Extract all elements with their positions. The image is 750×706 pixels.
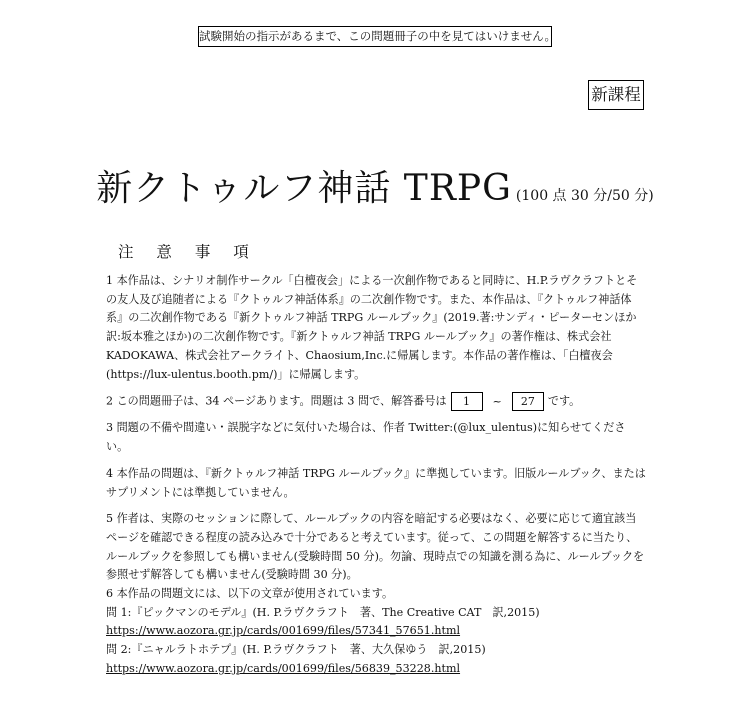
note-2 <box>106 392 646 411</box>
notes-heading: 注 意 事 項 <box>118 243 258 261</box>
title-main: 新クトゥルフ神話 TRPG <box>96 168 512 209</box>
answer-range-tilde: ~ <box>492 394 502 408</box>
note-3: 3 問題の不備や間違い・誤脱字などに気付いた場合は、作者 Twitter:(@lux_ulentus)に知らせてください。 <box>106 421 626 454</box>
note-2-suffix: です。 <box>547 394 581 408</box>
note-1: 1 本作品は、シナリオ制作サークル「白檀夜会」による一次創作物であると同時に、H.P.ラヴクラフトとその友人及び追随者による『クトゥルフ神話体系』の二次創作物です。また、本作品は、『クトゥルフ神話体系』の二次創作物である『新クトゥルフ神話 TRPG ルールブック』(2019.著:サンディ・ピーターセンほか 訳:坂本雅之ほか)の二次創作物です。『新クトゥルフ神話 TRPG ルールブック』の著作権は、株式会社 KADOKAWA、株式会社アークライト、Chaosium,Inc.に帰属します。本作品の著作権は、「白檀夜会(https://lux-ulentus.booth.pm/)」に帰属します。 <box>106 274 648 381</box>
answer-number-first-box: 1 <box>451 392 483 411</box>
page-title <box>0 160 750 211</box>
source-q2: 問 2:『ニャルラトホテプ』(H. P.ラヴクラフト 著、大久保ゆう 訳,2015) <box>106 643 486 657</box>
notes-body <box>106 272 646 679</box>
title-score-time: (100 点 30 分/50 分) <box>515 188 654 204</box>
new-curriculum-tag: 新課程 <box>588 80 644 110</box>
source-q1: 問 1:『ピックマンのモデル』(H. P.ラヴクラフト 著、The Creative CAT 訳,2015) <box>106 605 540 619</box>
source-q1-link[interactable]: https://www.aozora.gr.jp/cards/001699/files/57341_57651.html <box>106 624 461 638</box>
note-4: 4 本作品の問題は、『新クトゥルフ神話 TRPG ルールブック』に準拠しています。旧版ルールブック、またはサプリメントには準拠していません。 <box>106 466 646 499</box>
note-6: 6 本作品の問題文には、以下の文章が使用されています。 <box>106 587 394 601</box>
exam-start-notice: 試験開始の指示があるまで、この問題冊子の中を見てはいけません。 <box>198 26 552 47</box>
source-q2-link[interactable]: https://www.aozora.gr.jp/cards/001699/files/56839_53228.html <box>106 661 461 675</box>
note-5: 5 作者は、実際のセッションに際して、ルールブックの内容を暗記する必要はなく、必要に応じて適宜該当ページを確認できる程度の読み込みで十分であると考えています。従って、この問題を解答するに当たり、ルールブックを参照しても構いません(受験時間 50 分)。勿論、現時点での知識を測る為に、ルールブックを参照せず解答しても構いません(受験時間 30 分)。 <box>106 512 645 582</box>
note-2-text: 2 この問題冊子は、34 ページあります。問題は 3 問で、解答番号は <box>106 394 447 408</box>
answer-number-last-box: 27 <box>512 392 544 411</box>
